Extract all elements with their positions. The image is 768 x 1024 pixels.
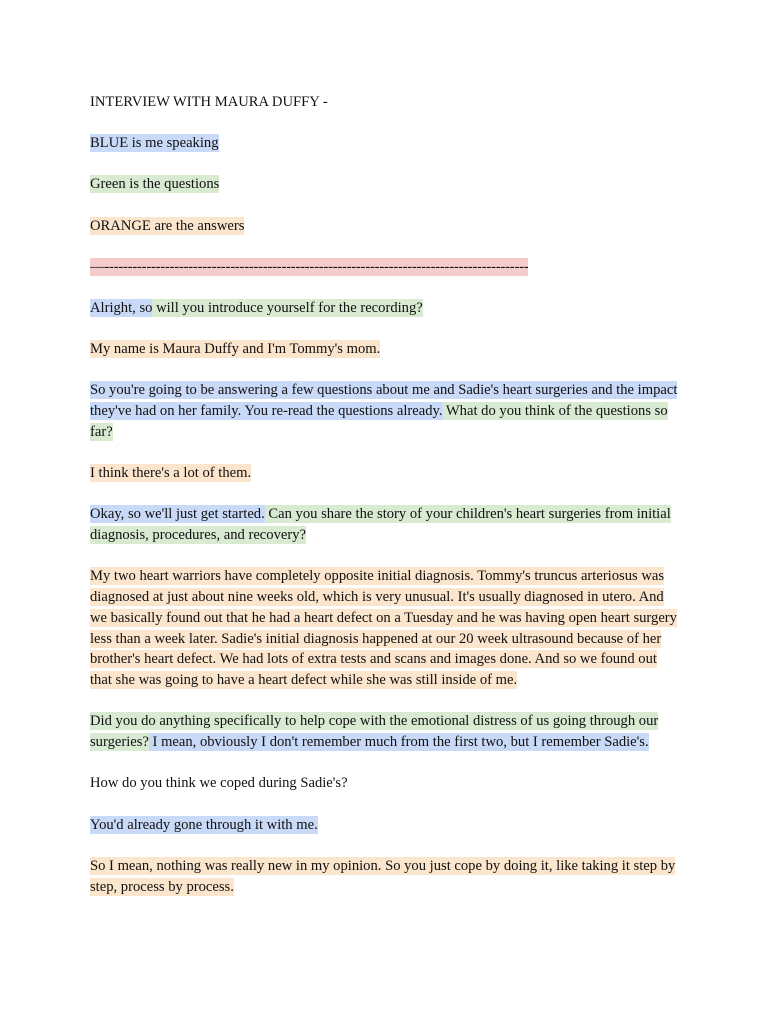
speaker-remark: So you're going to be answering a few questions about me and Sadie's heart surgeries and the impact they've had on her family. You re-read the questions already. — [90, 382, 678, 420]
interview-question: will you introduce yourself for the recording? — [152, 299, 423, 316]
legend-blue — [90, 133, 682, 154]
transcript — [90, 298, 682, 897]
document-title — [90, 92, 682, 113]
legend-orange — [90, 216, 682, 237]
interview-question: Did you do anything specifically to help cope with the emotional distress of us going through our surgeries? — [90, 713, 659, 751]
interview-answer: My two heart warriors have completely opposite initial diagnosis. Tommy's truncus arteriosus was diagnosed at just about nine weeks old, which is very unusual. It's usually diagnosed in utero. And we basically found out that he had a heart defect on a Tuesday and he was having open heart surgery less than a week later. Sadie's initial diagnosis happened at our 20 week ultrasound because of her brother's heart defect. We had lots of extra tests and scans and images done. And so we found out that she was going to have a heart defect while she was still inside of me. — [90, 568, 677, 689]
document-title-text: INTERVIEW WITH MAURA DUFFY - — [90, 94, 328, 110]
transcript-paragraph — [90, 298, 682, 319]
legend-blue-text: BLUE is me speaking — [90, 135, 219, 152]
legend-green-text: Green is the questions — [90, 176, 220, 193]
legend-green — [90, 174, 682, 195]
document-body — [90, 92, 682, 918]
interview-answer: So I mean, nothing was really new in my opinion. So you just cope by doing it, like taking it step by step, process by process. — [90, 857, 676, 895]
transcript-paragraph — [90, 463, 682, 484]
legend-orange-text: ORANGE are the answers — [90, 217, 245, 234]
transcript-paragraph — [90, 711, 682, 753]
interview-answer: I think there's a lot of them. — [90, 465, 252, 482]
transcript-paragraph — [90, 815, 682, 836]
speaker-remark: I mean, obviously I don't remember much from the first two, but I remember Sadie's. — [148, 734, 649, 751]
plain-text: How do you think we coped during Sadie's? — [90, 775, 348, 792]
speaker-remark: Okay, so we'll just get started. — [90, 506, 265, 523]
transcript-paragraph — [90, 504, 682, 546]
transcript-paragraph — [90, 380, 682, 442]
transcript-paragraph — [90, 566, 682, 691]
transcript-paragraph — [90, 773, 682, 794]
interview-question: What do you think of the questions so far? — [90, 403, 668, 440]
section-divider — [90, 257, 682, 278]
transcript-paragraph — [90, 339, 682, 360]
interview-answer: My name is Maura Duffy and I'm Tommy's mom. — [90, 341, 381, 358]
interview-question: Can you share the story of your children's heart surgeries from initial diagnosis, procedures, and recovery? — [90, 506, 671, 544]
transcript-paragraph — [90, 856, 682, 898]
speaker-remark: You'd already gone through it with me. — [90, 816, 318, 833]
section-divider-line: —------------------------------------------------------------------------------------------- — [90, 258, 529, 275]
speaker-remark: Alright, so — [90, 299, 153, 316]
